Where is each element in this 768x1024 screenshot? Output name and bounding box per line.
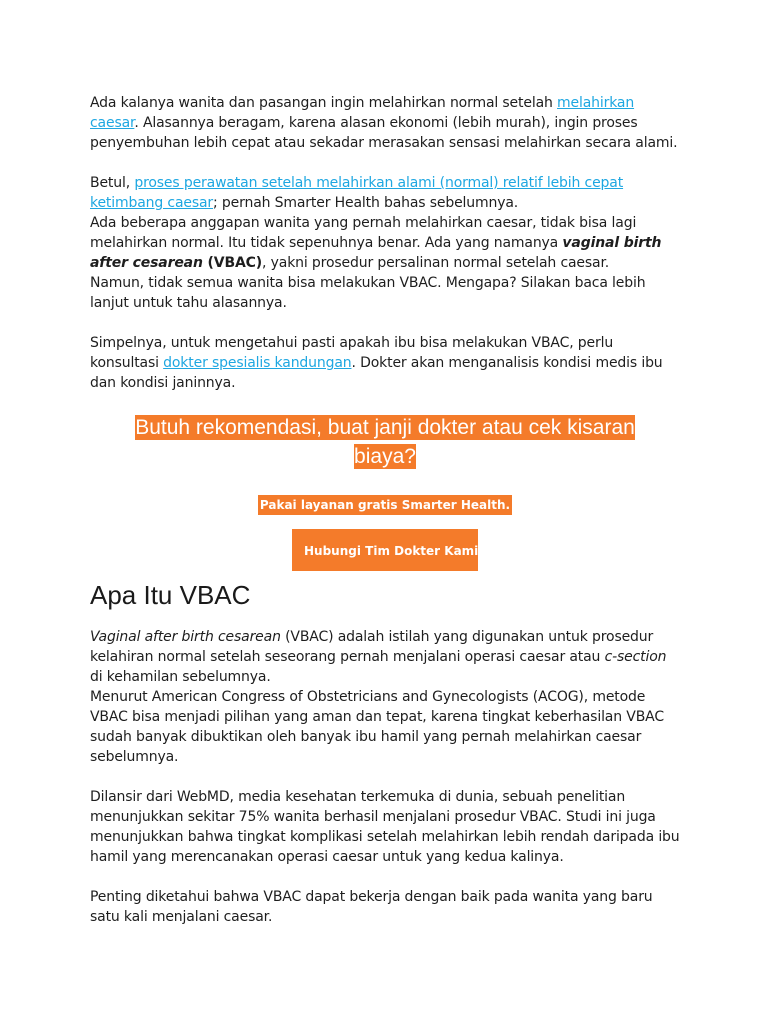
vbac-abbrev: (VBAC) bbox=[202, 255, 263, 271]
intro-text: Ada beberapa anggapan wanita yang pernah melahirkan caesar, tidak bisa lagi melahirkan normal. Itu tidak sepenuhnya benar. Ada yang namanya bbox=[90, 215, 637, 251]
contact-doctor-button[interactable]: Hubungi Tim Dokter Kami bbox=[292, 529, 478, 571]
section-paragraph-4: Penting diketahui bahwa VBAC dapat bekerja dengan baik pada wanita yang baru satu kali menjalani caesar. bbox=[90, 889, 653, 925]
melahirkan-caesar-link[interactable]: melahirkan caesar bbox=[90, 95, 635, 131]
section-paragraph-2: Menurut American Congress of Obstetricians and Gynecologists (ACOG), metode VBAC bisa menjadi pilihan yang aman dan tepat, karena tingkat keberhasilan VBAC sudah banyak dibuktikan oleh banyak ibu hamil yang pernah melahirkan caesar sebelumnya. bbox=[90, 689, 664, 765]
intro-paragraph-3 bbox=[90, 213, 680, 273]
intro-text: Ada kalanya wanita dan pasangan ingin melahirkan normal setelah bbox=[90, 95, 558, 111]
intro-text: . Dokter akan menganalisis kondisi medis ibu dan kondisi janinnya. bbox=[90, 355, 663, 391]
intro-text: Betul, bbox=[90, 175, 135, 191]
intro-text: . Alasannya beragam, karena alasan ekonomi (lebih murah), ingin proses penyembuhan lebih cepat atau sekadar merasakan sensasi melahirkan secara alami. bbox=[90, 115, 678, 151]
c-section-italic: c-section bbox=[604, 649, 667, 665]
perawatan-melahirkan-link[interactable]: proses perawatan setelah melahirkan alami (normal) relatif lebih cepat ketimbang caesar bbox=[90, 175, 624, 211]
intro-text: ; pernah Smarter Health bahas sebelumnya. bbox=[213, 195, 519, 211]
intro-paragraph-2 bbox=[90, 173, 680, 213]
dokter-kandungan-link[interactable]: dokter spesialis kandungan bbox=[163, 355, 352, 371]
cta-title: Butuh rekomendasi, buat janji dokter atau cek kisaran biaya? bbox=[135, 416, 635, 468]
cta-banner bbox=[90, 414, 680, 571]
cta-subtitle: Pakai layanan gratis Smarter Health. bbox=[258, 495, 512, 515]
section-heading: Apa Itu VBAC bbox=[90, 580, 251, 610]
section-paragraph-3: Dilansir dari WebMD, media kesehatan terkemuka di dunia, sebuah penelitian menunjukkan sekitar 75% wanita berhasil menjalani prosedur VBAC. Studi ini juga menunjukkan bahwa tingkat komplikasi setelah melahirkan lebih rendah daripada ibu hamil yang merencanakan operasi caesar untuk yang kedua kalinya. bbox=[90, 789, 680, 865]
vbac-section bbox=[90, 627, 680, 927]
vbac-term-italic: Vaginal after birth cesarean bbox=[90, 629, 281, 645]
section-text: di kehamilan sebelumnya. bbox=[90, 669, 271, 685]
intro-text: Simpelnya, untuk mengetahui pasti apakah ibu bisa melakukan VBAC, perlu konsultasi bbox=[90, 335, 614, 371]
intro-paragraph-4: Namun, tidak semua wanita bisa melakukan VBAC. Mengapa? Silakan baca lebih lanjut untuk tahu alasannya. bbox=[90, 275, 646, 311]
intro-text: , yakni prosedur persalinan normal setelah caesar. bbox=[262, 255, 610, 271]
vbac-term-emphasis: vaginal birth after cesarean bbox=[90, 235, 662, 271]
section-paragraph-1 bbox=[90, 627, 680, 687]
intro-paragraph-1 bbox=[90, 93, 680, 153]
article-body bbox=[90, 93, 680, 925]
section-text: (VBAC) adalah istilah yang digunakan untuk prosedur kelahiran normal setelah seseorang pernah menjalani operasi caesar atau bbox=[90, 629, 654, 665]
intro-paragraph-5 bbox=[90, 333, 680, 393]
